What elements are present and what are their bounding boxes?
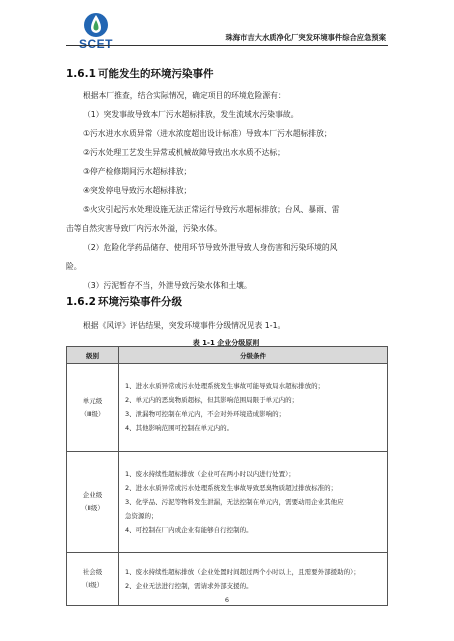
header-divider — [66, 45, 388, 46]
level-name: 企业级 — [82, 491, 103, 499]
section-heading-1-6-2 — [66, 294, 182, 309]
section-body-1-6-2 — [66, 316, 386, 335]
list-item: ③停产检修期间污水超标排放； — [83, 167, 192, 176]
scet-logo-icon — [83, 12, 109, 38]
page-number: 6 — [224, 596, 230, 604]
paragraph: 根据本厂推查，结合实际情况，确定项目的环境危险源有： — [83, 91, 286, 100]
list-item: （3）污泥暂存不当，外泄导致污染水体和土壤。 — [83, 281, 252, 290]
level-name: 社会级 — [82, 568, 103, 576]
level-name: 单元级 — [82, 396, 103, 405]
table-header-cell: 分级条件 — [119, 347, 388, 364]
level-code: （Ⅲ级） — [80, 409, 105, 418]
list-item: ②污水处理工艺发生异常或机械故障导致出水水质不达标； — [83, 148, 285, 157]
section-number: 1.6.1 — [66, 68, 96, 80]
section-title: 环境污染事件分级 — [98, 296, 182, 308]
grading-table — [66, 346, 388, 606]
condition-item: 1、进水水质异常或污水处理系统发生事故可能导致局水超标排放的； — [125, 382, 325, 390]
list-item-continuation: 击等自然灾害导致厂内污水外溢，污染水体。 — [66, 224, 222, 233]
list-item: ④突发停电导致污水超标排放； — [83, 186, 192, 195]
list-item-continuation: 险。 — [66, 262, 82, 271]
conditions-cell — [119, 364, 388, 452]
condition-item: 3、泄漏物可控制在单元内，不会对外环境造成影响的； — [125, 410, 286, 418]
paragraph: 根据《风评》评估结果，突发环境事件分级情况见表 1-1。 — [83, 321, 286, 330]
section-number: 1.6.2 — [66, 296, 96, 308]
list-item: ①污水进水水质异常（进水浓度超出设计标准）导致本厂污水超标排放； — [83, 129, 332, 138]
table-row — [67, 452, 388, 553]
level-code: （Ⅰ级） — [81, 581, 104, 589]
document-header-title: 珠海市吉大水质净化厂突发环境事件综合应急预案 — [225, 33, 386, 42]
condition-item: 1、废水持续性超标排放（企业处置时间超过两个小时以上，且需要外部援助的）； — [125, 567, 360, 576]
table-caption: 表 1-1 企业分级原则 — [192, 339, 260, 347]
level-cell — [67, 364, 119, 452]
section-title: 可能发生的环境污染事件 — [98, 68, 214, 80]
table-header-cell: 级别 — [67, 347, 119, 364]
section-heading-1-6-1 — [66, 66, 214, 81]
level-cell — [67, 452, 119, 553]
level-code: （Ⅱ级） — [81, 504, 104, 512]
condition-item: 4、其他影响范围可控制在单元内的。 — [125, 424, 234, 432]
table-row — [67, 364, 388, 452]
list-item: （2）危险化学药品储存、使用环节导致外泄导致人身伤害和污染环境的风 — [83, 243, 338, 252]
condition-item: 急资源的； — [125, 511, 158, 520]
conditions-cell — [119, 452, 388, 553]
condition-item: 3、化学品、污泥等物料发生泄漏，无法控制在单元内，需要动用企业其他应 — [125, 497, 344, 506]
condition-item: 4、可控制在厂内或企业有能够自行控制的。 — [125, 525, 253, 534]
list-item: （1）突发事故导致本厂污水超标排放，发生流域水污染事故。 — [83, 110, 299, 119]
section-body-1-6-1 — [66, 86, 386, 295]
table-header-row — [67, 347, 388, 364]
condition-item: 1、废水持续性超标排放（企业可在两小时以内进行处置）； — [125, 469, 295, 478]
condition-item: 2、企业无法进行控制，需请求外部支援的。 — [125, 581, 253, 590]
condition-item: 2、单元内的恶臭物质超标，但其影响范围局限于单元内的； — [125, 396, 299, 404]
logo-text: SCET — [78, 37, 113, 51]
list-item: ⑤火灾引起污水处理设施无法正常运行导致污水超标排放；台风、暴雨、雷 — [83, 205, 340, 214]
condition-item: 2、进水水质异常或污水处理系统发生事故导致恶臭物质超过排放标准的； — [125, 483, 338, 492]
